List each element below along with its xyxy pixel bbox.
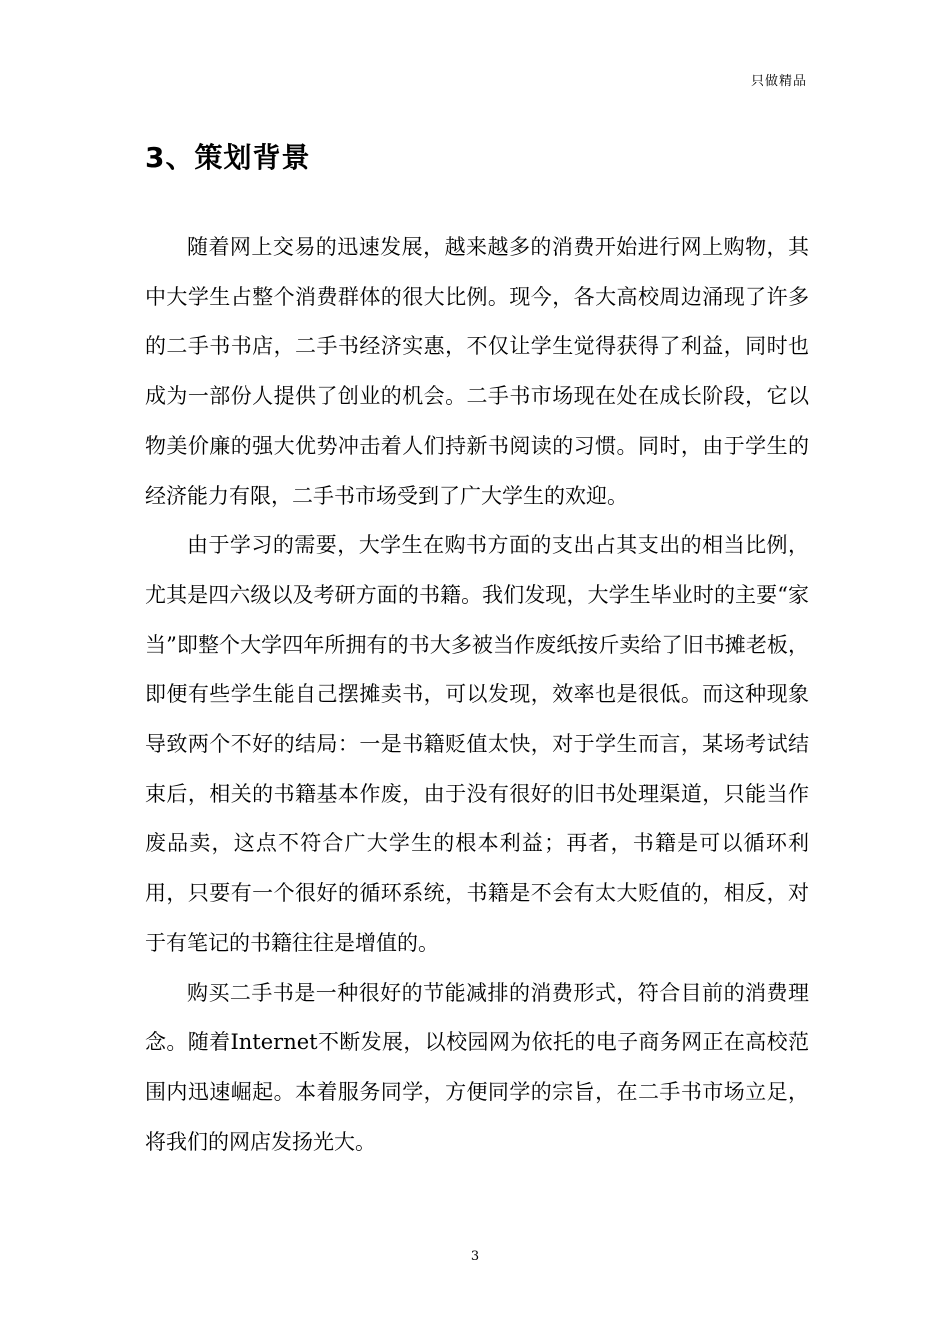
paragraph-2: 由于学习的需要，大学生在购书方面的支出占其支出的相当比例，尤其是四六级以及考研方面的书籍。我们发现，大学生毕业时的主要“家当”即整个大学四年所拥有的书大多被当作废纸按斤卖给了旧书摊老板，即便有些学生能自己摆摊卖书，可以发现，效率也是很低。而这种现象导致两个不好的结局：一是书籍贬值太快，对于学生而言，某场考试结束后，相关的书籍基本作废，由于没有很好的旧书处理渠道，只能当作废品卖，这点不符合广大学生的根本利益；再者，书籍是可以循环利用，只要有一个很好的循环系统，书籍是不会有太大贬值的，相反，对于有笔记的书籍往往是增值的。 <box>145 533 809 955</box>
section-title: 3、策划背景 <box>145 141 311 174</box>
page-header-text: 只做精品 <box>750 74 807 89</box>
page-number: 3 <box>470 1249 480 1264</box>
body-text <box>145 223 809 1167</box>
paragraph-1: 随着网上交易的迅速发展，越来越多的消费开始进行网上购物，其中大学生占整个消费群体的很大比例。现今，各大高校周边涌现了许多的二手书书店，二手书经济实惠，不仅让学生觉得获得了利益，同时也成为一部份人提供了创业的机会。二手书市场现在处在成长阶段，它以物美价廉的强大优势冲击着人们持新书阅读的习惯。同时，由于学生的经济能力有限，二手书市场受到了广大学生的欢迎。 <box>145 235 809 508</box>
paragraph-3: 购买二手书是一种很好的节能减排的消费形式，符合目前的消费理念。随着Internet不断发展，以校园网为依托的电子商务网正在高校范围内迅速崛起。本着服务同学，方便同学的宗旨，在二手书市场立足，将我们的网店发扬光大。 <box>145 980 809 1154</box>
